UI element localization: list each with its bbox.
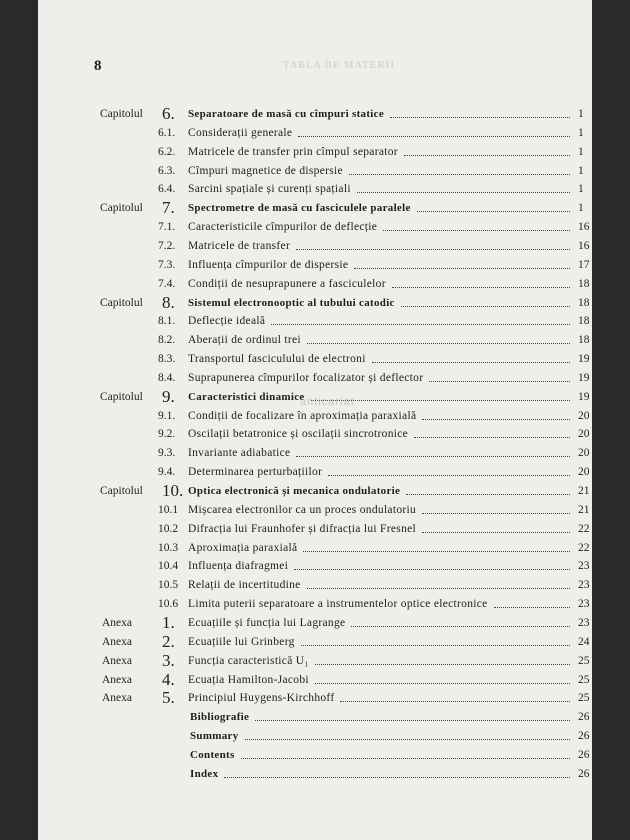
entry-page-number: 23 <box>578 598 590 611</box>
dot-leader <box>494 595 570 608</box>
toc-section-row <box>38 219 592 237</box>
dot-leader <box>417 199 570 212</box>
dot-leader <box>307 576 570 589</box>
entry-title: Index <box>190 767 219 780</box>
entry-page-number: 20 <box>578 466 590 479</box>
toc-chapter-row <box>38 483 592 501</box>
entry-page-number: 20 <box>578 409 590 422</box>
entry-title: Influența cîmpurilor de dispersie <box>188 258 349 271</box>
entry-page-number: 18 <box>578 334 590 347</box>
entry-title: Matricele de transfer <box>188 239 291 252</box>
toc-annex-row <box>38 669 592 690</box>
toc-section-row <box>38 181 592 199</box>
section-number: 6.2. <box>158 145 176 158</box>
entry-page-number: 23 <box>578 560 590 573</box>
section-number: 10.3 <box>158 541 179 554</box>
entry-title: Condiții de focalizare în aproximația paraxială <box>188 409 417 422</box>
toc-backmatter-row <box>38 766 592 784</box>
entry-page-number: 1 <box>578 126 584 139</box>
chapter-label: Capitolul <box>100 108 143 120</box>
dot-leader <box>340 689 570 702</box>
dot-leader <box>357 180 570 193</box>
toc-backmatter-row <box>38 728 592 746</box>
table-of-contents <box>38 0 592 840</box>
entry-title: Deflecție ideală <box>188 315 266 328</box>
entry-title: Summary <box>190 730 239 743</box>
dot-leader <box>372 350 570 363</box>
entry-title: Cîmpuri magnetice de dispersie <box>188 164 343 177</box>
entry-title: Invariante adiabatice <box>188 447 291 460</box>
bleed-through-header: TABLA DE MATERII <box>283 60 396 71</box>
toc-section-row <box>38 521 592 539</box>
entry-page-number: 1 <box>578 108 584 120</box>
toc-section-row <box>38 238 592 256</box>
entry-page-number: 20 <box>578 428 590 441</box>
dot-leader <box>328 463 570 476</box>
toc-section-row <box>38 351 592 369</box>
entry-title: Principiul Huygens-Kirchhoff <box>188 692 335 705</box>
entry-page-number: 22 <box>578 522 590 535</box>
entry-page-number: 26 <box>578 767 590 780</box>
entry-title: Ecuațiile lui Grinberg <box>188 635 295 648</box>
chapter-number: 9. <box>162 386 175 406</box>
toc-section-row <box>38 163 592 181</box>
annex-number: 1. <box>162 612 175 632</box>
annex-label: Anexa <box>102 673 133 686</box>
entry-title: Separatoare de masă cu cîmpuri statice <box>188 108 385 120</box>
annex-label: Anexa <box>102 692 133 705</box>
toc-section-row <box>38 502 592 520</box>
entry-title: Influența diafragmei <box>188 560 289 573</box>
section-number: 8.2. <box>158 334 176 347</box>
section-number: 9.1. <box>158 409 176 422</box>
entry-title: Spectrometre de masă cu fasciculele paralele <box>188 202 411 215</box>
toc-section-row <box>38 596 592 614</box>
chapter-number: 10. <box>162 481 184 500</box>
toc-section-row <box>38 257 592 275</box>
annex-number: 3. <box>162 650 175 670</box>
toc-section-row <box>38 125 592 143</box>
entry-title: Ecuația Hamilton-Jacobi <box>188 673 309 686</box>
entry-title: Bibliografie <box>190 711 250 724</box>
entry-title: Contents <box>190 748 235 761</box>
section-number: 7.1. <box>158 221 176 234</box>
section-number: 10.6 <box>158 598 179 611</box>
toc-section-row <box>38 144 592 162</box>
toc-section-row <box>38 577 592 595</box>
dot-leader <box>315 652 570 665</box>
section-number: 9.2. <box>158 428 176 441</box>
entry-page-number: 21 <box>578 503 590 516</box>
entry-page-number: 18 <box>578 296 590 309</box>
entry-title: Caracteristicile cîmpurilor de deflecție <box>188 221 378 234</box>
annex-number: 2. <box>162 631 175 651</box>
dot-leader <box>354 256 570 269</box>
toc-annex-row <box>38 612 592 633</box>
dot-leader <box>241 746 570 759</box>
section-number: 9.3. <box>158 447 176 460</box>
section-number: 7.2. <box>158 239 176 252</box>
entry-title: Caracteristici dinamice <box>188 390 305 403</box>
dot-leader <box>349 162 570 175</box>
chapter-label: Capitolul <box>100 485 143 497</box>
entry-title: Ecuațiile și funcția lui Lagrange <box>188 616 346 629</box>
entry-title: Considerații generale <box>188 126 293 139</box>
section-number: 6.4. <box>158 183 176 196</box>
entry-page-number: 22 <box>578 541 590 554</box>
chapter-label: Capitolul <box>100 390 143 403</box>
entry-title: Relații de incertitudine <box>188 579 301 592</box>
entry-page-number: 20 <box>578 447 590 460</box>
dot-leader <box>294 557 570 570</box>
dot-leader <box>296 237 570 250</box>
entry-page-number: 23 <box>578 579 590 592</box>
entry-page-number: 23 <box>578 616 590 629</box>
annex-number: 4. <box>162 669 175 689</box>
dot-leader <box>351 614 570 627</box>
toc-backmatter-row <box>38 709 592 727</box>
chapter-label: Capitolul <box>100 296 143 309</box>
section-number: 10.5 <box>158 579 179 592</box>
entry-page-number: 25 <box>578 673 590 686</box>
toc-section-row <box>38 464 592 482</box>
entry-page-number: 16 <box>578 239 590 252</box>
entry-page-number: 18 <box>578 277 590 290</box>
dot-leader <box>422 501 570 514</box>
entry-title: Oscilații betatronice și oscilații sincrotronice <box>188 428 409 441</box>
dot-leader <box>296 444 570 457</box>
toc-section-row <box>38 313 592 331</box>
toc-annex-row <box>38 650 592 671</box>
dot-leader <box>255 708 570 721</box>
entry-page-number: 26 <box>578 711 590 724</box>
toc-section-row <box>38 370 592 388</box>
section-number: 6.3. <box>158 164 176 177</box>
entry-page-number: 25 <box>578 692 590 705</box>
entry-page-number: 1 <box>578 164 584 177</box>
dot-leader <box>301 633 570 646</box>
toc-section-row <box>38 426 592 444</box>
dot-leader <box>422 520 570 533</box>
entry-title: Matricele de transfer prin cîmpul separator <box>188 145 398 158</box>
entry-title: Aproximația paraxială <box>188 541 298 554</box>
dot-leader <box>429 369 570 382</box>
section-number: 9.4. <box>158 466 176 479</box>
chapter-number: 6. <box>162 104 175 123</box>
entry-title: Sistemul electronooptic al tubului catodic <box>188 296 395 309</box>
watermark: anticariat <box>300 396 355 408</box>
dot-leader <box>406 482 570 495</box>
toc-section-row <box>38 445 592 463</box>
entry-title: Limita puterii separatoare a instrumentelor optice electronice <box>188 598 488 611</box>
toc-backmatter-row <box>38 747 592 765</box>
entry-page-number: 16 <box>578 221 590 234</box>
entry-page-number: 19 <box>578 390 590 403</box>
dot-leader <box>401 294 570 307</box>
dot-leader <box>392 275 570 288</box>
chapter-number: 7. <box>162 198 175 218</box>
entry-title: Optica electronică și mecanica ondulatorie <box>188 485 401 497</box>
entry-title: Determinarea perturbațiilor <box>188 466 323 479</box>
toc-section-row <box>38 332 592 350</box>
dot-leader <box>271 312 570 325</box>
entry-page-number: 1 <box>578 202 584 215</box>
entry-title: Suprapunerea cîmpurilor focalizator și deflector <box>188 371 424 384</box>
entry-page-number: 24 <box>578 635 590 648</box>
toc-section-row <box>38 408 592 426</box>
toc-chapter-row <box>38 292 592 313</box>
entry-page-number: 1 <box>578 145 584 158</box>
entry-page-number: 19 <box>578 353 590 366</box>
entry-page-number: 17 <box>578 258 590 271</box>
dot-leader <box>422 407 570 420</box>
section-number: 8.4. <box>158 371 176 384</box>
entry-title: Mișcarea electronilor ca un proces ondulatoriu <box>188 503 417 516</box>
section-number: 10.1 <box>158 503 179 516</box>
toc-annex-row <box>38 631 592 652</box>
section-number: 10.2 <box>158 522 179 535</box>
toc-section-row <box>38 558 592 576</box>
entry-page-number: 19 <box>578 371 590 384</box>
book-page <box>38 0 592 840</box>
toc-chapter-row <box>38 106 592 124</box>
dot-leader <box>298 124 570 137</box>
dot-leader <box>404 143 570 156</box>
entry-title: Aberații de ordinul trei <box>188 334 301 347</box>
section-number: 6.1. <box>158 126 176 139</box>
section-number: 10.4 <box>158 560 179 573</box>
dot-leader <box>303 539 570 552</box>
dot-leader <box>224 765 570 778</box>
page-number: 8 <box>94 58 102 74</box>
entry-title: Condiții de nesuprapunere a fasciculelor <box>188 277 386 290</box>
dot-leader <box>307 331 570 344</box>
entry-title: Transportul fasciculului de electroni <box>188 353 366 366</box>
dot-leader <box>390 105 570 118</box>
dot-leader <box>245 727 570 740</box>
entry-title: Sarcini spațiale și curenți spațiali <box>188 183 351 196</box>
toc-section-row <box>38 276 592 294</box>
annex-number: 5. <box>162 688 175 708</box>
section-number: 7.4. <box>158 277 176 290</box>
entry-page-number: 1 <box>578 183 584 196</box>
entry-page-number: 25 <box>578 654 590 667</box>
chapter-number: 8. <box>162 292 175 312</box>
section-number: 7.3. <box>158 258 176 271</box>
dot-leader <box>414 425 570 438</box>
annex-label: Anexa <box>102 654 133 667</box>
toc-section-row <box>38 540 592 558</box>
entry-page-number: 21 <box>578 485 590 497</box>
entry-page-number: 18 <box>578 315 590 328</box>
dot-leader <box>315 671 570 684</box>
chapter-label: Capitolul <box>100 202 143 215</box>
section-number: 8.1. <box>158 315 176 328</box>
toc-chapter-row <box>38 200 592 218</box>
entry-title: Funcția caracteristică U₁ <box>188 654 309 667</box>
entry-title: Difracția lui Fraunhofer și difracția lui Fresnel <box>188 522 417 535</box>
annex-label: Anexa <box>102 635 133 648</box>
toc-annex-row <box>38 690 592 708</box>
entry-page-number: 26 <box>578 730 590 743</box>
entry-page-number: 26 <box>578 748 590 761</box>
section-number: 8.3. <box>158 353 176 366</box>
dot-leader <box>383 218 570 231</box>
annex-label: Anexa <box>102 616 133 629</box>
